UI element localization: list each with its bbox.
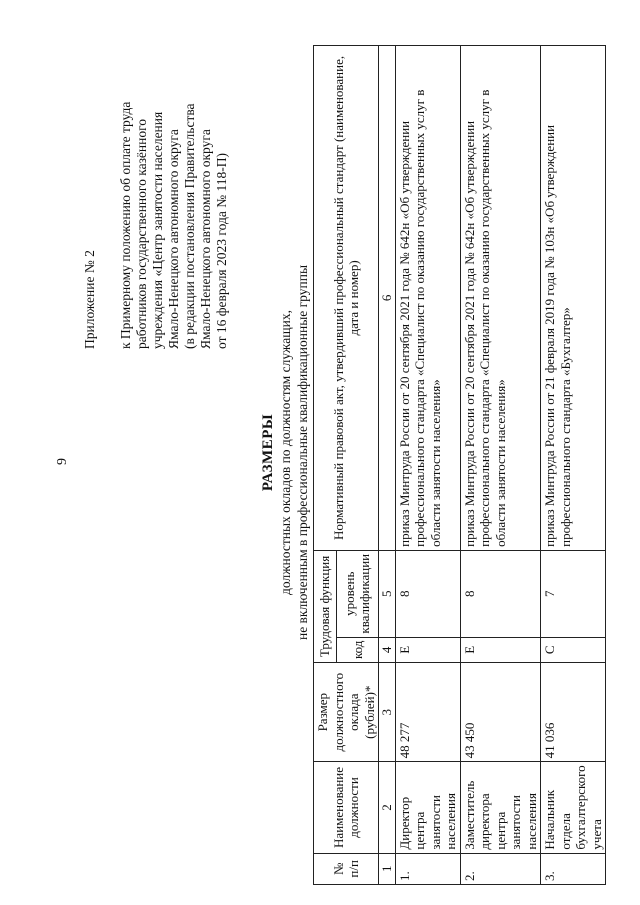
row-level: 8 xyxy=(395,550,460,637)
row-code: E xyxy=(460,637,541,662)
column-number: 4 xyxy=(379,637,396,662)
table-header-row xyxy=(314,46,337,885)
row-salary: 43 450 xyxy=(460,663,541,762)
appendix-line: Ямало-Ненецкого автономного округа xyxy=(166,129,181,349)
salary-table xyxy=(313,45,606,885)
title-subtitle-1: должностных окладов по должностям служащих, xyxy=(278,310,293,595)
appendix-line: работников государственного казённого xyxy=(134,118,149,349)
appendix-line: к Примерному положению об оплате труда xyxy=(118,101,133,349)
row-salary: 48 277 xyxy=(395,663,460,762)
table-row xyxy=(541,46,606,885)
header-code: код xyxy=(336,637,378,662)
row-position: Заместитель директора центра занятости населения xyxy=(460,762,541,853)
header-labor-function: Трудовая функция xyxy=(314,550,337,662)
title-subtitle-2: не включенным в профессиональные квалификационные группы xyxy=(295,264,310,641)
column-number: 3 xyxy=(379,663,396,762)
appendix-line: учреждения «Центр занятости населения xyxy=(150,111,165,349)
row-code: E xyxy=(395,637,460,662)
header-num: № п/п xyxy=(314,853,379,884)
header-position: Наименование должности xyxy=(314,762,379,853)
appendix-block xyxy=(82,29,230,349)
title-main: РАЗМЕРЫ xyxy=(260,413,276,492)
header-standard: Нормативный правовой акт, утвердивший профессиональный стандарт (наименование, дата и номер) xyxy=(314,46,379,551)
column-number: 5 xyxy=(379,550,396,637)
row-num: 3. xyxy=(541,853,606,884)
appendix-line: Ямало-Ненецкого автономного округа xyxy=(198,129,213,349)
row-standard: приказ Минтруда России от 20 сентября 2021 года № 642н «Об утверждении профессионального стандарта «Специалист по оказанию государственных услуг в области занятости населения» xyxy=(395,46,460,551)
row-standard: приказ Минтруда России от 21 февраля 2019 года № 103н «Об утверждении профессионального стандарта «Бухгалтер» xyxy=(541,46,606,551)
row-level: 8 xyxy=(460,550,541,637)
row-level: 7 xyxy=(541,550,606,637)
appendix-line: от 16 февраля 2023 года № 118-П) xyxy=(214,153,229,349)
page-number: 9 xyxy=(55,458,70,465)
row-standard: приказ Минтруда России от 20 сентября 2021 года № 642н «Об утверждении профессионального стандарта «Специалист по оказанию государственных услуг в области занятости населения» xyxy=(460,46,541,551)
column-number: 6 xyxy=(379,46,396,551)
column-number-row xyxy=(379,46,396,885)
column-number: 2 xyxy=(379,762,396,853)
header-salary: Размер должностного оклада (рублей)* xyxy=(314,663,379,762)
header-level: уровень квалификации xyxy=(336,550,378,637)
row-position: Начальник отдела бухгалтерского учета xyxy=(541,762,606,853)
table-row xyxy=(395,46,460,885)
row-position: Директор центра занятости населения xyxy=(395,762,460,853)
row-num: 1. xyxy=(395,853,460,884)
row-num: 2. xyxy=(460,853,541,884)
appendix-line: (в редакции постановления Правительства xyxy=(182,103,197,349)
table-row xyxy=(460,46,541,885)
column-number: 1 xyxy=(379,853,396,884)
appendix-title: Приложение № 2 xyxy=(82,250,97,349)
row-code: C xyxy=(541,637,606,662)
row-salary: 41 036 xyxy=(541,663,606,762)
